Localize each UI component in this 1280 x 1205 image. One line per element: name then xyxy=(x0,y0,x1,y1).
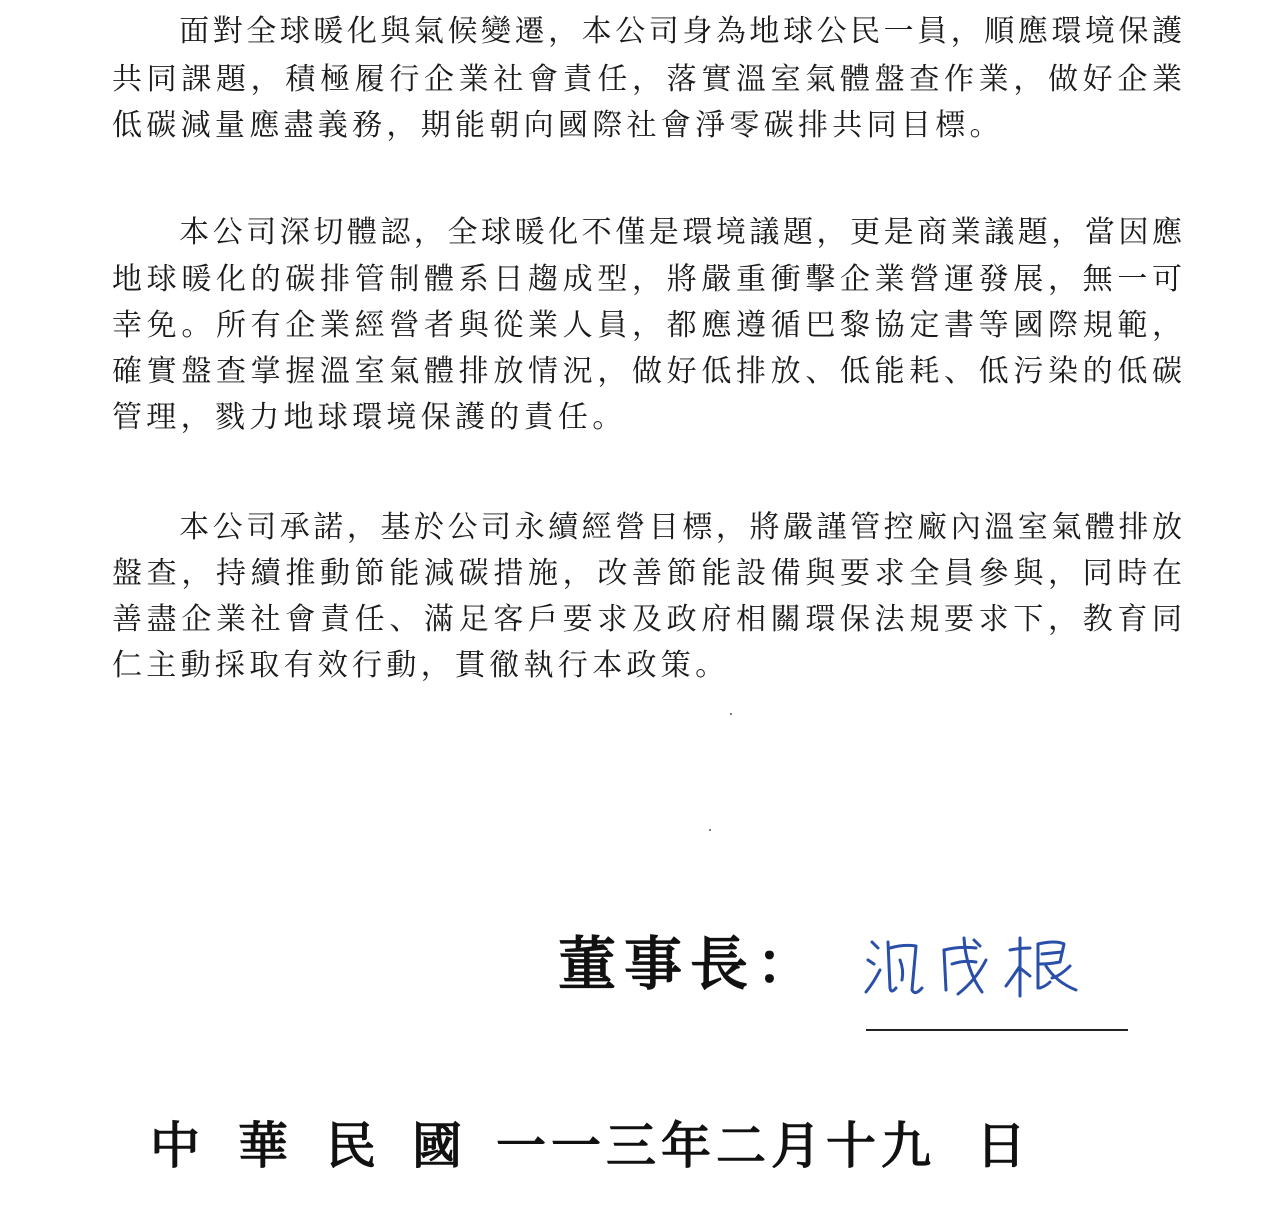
paragraph-2-line-2: 地球暖化的碳排管制體系日趨成型，將嚴重衝擊企業營運發展，無一可 xyxy=(112,262,1182,297)
date-char-guo: 國 xyxy=(412,1117,462,1175)
date-char-hua: 華 xyxy=(238,1117,288,1175)
date-line xyxy=(150,1110,1050,1174)
scan-speck xyxy=(709,829,711,831)
paragraph-3-line-1: 本公司承諾，基於公司永續經營目標，將嚴謹管控廠內溫室氣體排放 xyxy=(112,510,1182,545)
signature-rule xyxy=(866,1029,1128,1031)
paragraph-2-line-1: 本公司深切體認，全球暖化不僅是環境議題，更是商業議題，當因應 xyxy=(112,215,1182,250)
paragraph-1-line-3: 低碳減量應盡義務，期能朝向國際社會淨零碳排共同目標。 xyxy=(112,108,1004,143)
paragraph-2-line-5: 管理，戮力地球環境保護的責任。 xyxy=(112,400,627,435)
date-char-ri: 日 xyxy=(976,1117,1026,1175)
paragraph-2-line-3: 幸免。所有企業經營者與從業人員，都應遵循巴黎協定書等國際規範， xyxy=(112,308,1182,343)
date-char-min: 民 xyxy=(326,1117,376,1175)
paragraph-1-line-2: 共同課題，積極履行企業社會責任，落實溫室氣體盤查作業，做好企業 xyxy=(112,62,1182,97)
paragraph-2-line-4: 確實盤查掌握溫室氣體排放情況，做好低排放、低能耗、低污染的低碳 xyxy=(112,354,1182,389)
paragraph-3-line-2: 盤查，持續推動節能減碳措施，改善節能設備與要求全員參與，同時在 xyxy=(112,556,1182,591)
date-value: 一一三年二月十九 xyxy=(496,1117,936,1175)
scan-speck xyxy=(730,713,732,715)
date-char-zhong: 中 xyxy=(150,1117,200,1175)
chairman-label: 董事長： xyxy=(558,930,823,998)
paragraph-1-line-1: 面對全球暖化與氣候變遷，本公司身為地球公民一員，順應環境保護 xyxy=(112,14,1182,49)
paragraph-3-line-4: 仁主動採取有效行動，貫徹執行本政策。 xyxy=(112,648,730,683)
paragraph-3-line-3: 善盡企業社會責任、滿足客戶要求及政府相關環保法規要求下，教育同 xyxy=(112,602,1182,637)
handwritten-signature xyxy=(860,930,1100,1005)
